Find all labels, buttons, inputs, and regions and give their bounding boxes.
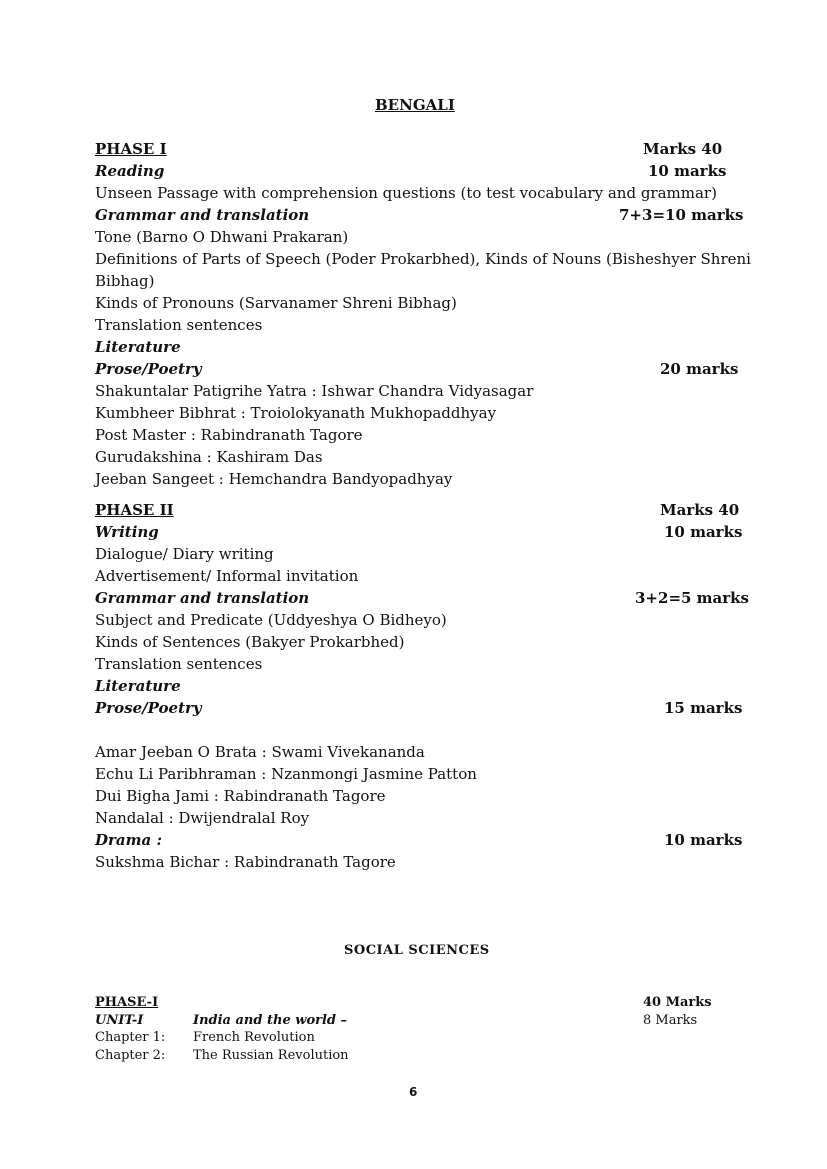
subsection-marks: 15 marks [664, 699, 743, 717]
phase-marks: 40 Marks [643, 995, 712, 1010]
chapter-number: Chapter 2: [95, 1048, 166, 1063]
chapter-title: French Revolution [193, 1030, 315, 1045]
list-item: Post Master : Rabindranath Tagore [95, 426, 363, 444]
unit-marks: 8 Marks [643, 1013, 698, 1028]
subsection-label: Grammar and translation [95, 589, 310, 607]
list-item: Translation sentences [95, 316, 263, 334]
list-item: Kinds of Sentences (Bakyer Prokarbhed) [95, 633, 405, 651]
subsection-label: Literature [95, 677, 181, 695]
list-item: Dui Bigha Jami : Rabindranath Tagore [95, 787, 386, 805]
subsection-label: Reading [95, 162, 165, 180]
list-item: Shakuntalar Patigrihe Yatra : Ishwar Chandra Vidyasagar [95, 382, 534, 400]
list-item: Dialogue/ Diary writing [95, 545, 274, 563]
section-title-social-sciences: SOCIAL SCIENCES [344, 943, 490, 958]
list-item: Bibhag) [95, 272, 155, 290]
list-item: Definitions of Parts of Speech (Poder Prokarbhed), Kinds of Nouns (Bisheshyer Shreni [95, 250, 751, 268]
phase-marks: Marks 40 [643, 140, 723, 158]
subsection-marks: 10 marks [664, 523, 743, 541]
subsection-label: Prose/Poetry [95, 699, 202, 717]
subsection-marks: 7+3=10 marks [619, 206, 744, 224]
list-item: Advertisement/ Informal invitation [95, 567, 359, 585]
section-title-bengali: BENGALI [375, 96, 455, 114]
list-item: Subject and Predicate (Uddyeshya O Bidheyo) [95, 611, 447, 629]
chapter-number: Chapter 1: [95, 1030, 166, 1045]
subsection-label: Drama : [95, 831, 162, 849]
page-number: 6 [409, 1085, 418, 1099]
list-item: Kumbheer Bibhrat : Troiolokyanath Mukhopaddhyay [95, 404, 497, 422]
list-item: Tone (Barno O Dhwani Prakaran) [95, 228, 349, 246]
list-item: Sukshma Bichar : Rabindranath Tagore [95, 853, 396, 871]
unit-label: UNIT-I [95, 1013, 144, 1028]
list-item: Amar Jeeban O Brata : Swami Vivekananda [95, 743, 425, 761]
phase-heading: PHASE II [95, 501, 174, 519]
list-item: Unseen Passage with comprehension questions (to test vocabulary and grammar) [95, 184, 717, 202]
subsection-marks: 10 marks [664, 831, 743, 849]
unit-title: India and the world – [193, 1013, 348, 1028]
chapter-title: The Russian Revolution [193, 1048, 349, 1063]
list-item: Jeeban Sangeet : Hemchandra Bandyopadhyay [95, 470, 453, 488]
subsection-label: Grammar and translation [95, 206, 310, 224]
subsection-label: Writing [95, 523, 159, 541]
phase-marks: Marks 40 [660, 501, 740, 519]
list-item: Kinds of Pronouns (Sarvanamer Shreni Bibhag) [95, 294, 457, 312]
phase-heading: PHASE-I [95, 995, 159, 1010]
list-item: Gurudakshina : Kashiram Das [95, 448, 323, 466]
subsection-label: Literature [95, 338, 181, 356]
subsection-label: Prose/Poetry [95, 360, 202, 378]
subsection-marks: 20 marks [660, 360, 739, 378]
subsection-marks: 10 marks [648, 162, 727, 180]
list-item: Nandalal : Dwijendralal Roy [95, 809, 310, 827]
list-item: Echu Li Paribhraman : Nzanmongi Jasmine Patton [95, 765, 477, 783]
list-item: Translation sentences [95, 655, 263, 673]
phase-heading: PHASE I [95, 140, 167, 158]
subsection-marks: 3+2=5 marks [635, 589, 750, 607]
